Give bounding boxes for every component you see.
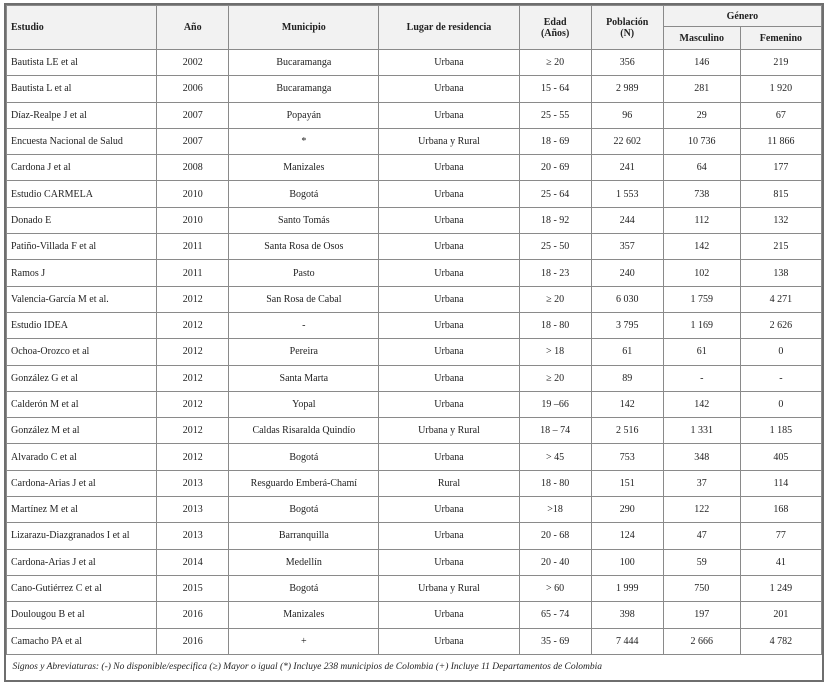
header-anio: Año [157, 6, 229, 50]
cell-edad: > 60 [519, 575, 591, 601]
cell-poblacion: 22 602 [591, 128, 663, 154]
table-row [7, 312, 822, 338]
cell-lugar-residencia: Urbana [379, 181, 519, 207]
cell-masculino: 146 [663, 50, 740, 76]
cell-anio: 2012 [157, 339, 229, 365]
cell-municipio: Santo Tomás [229, 207, 379, 233]
cell-edad: 65 - 74 [519, 602, 591, 628]
cell-masculino: 37 [663, 470, 740, 496]
cell-masculino: 142 [663, 234, 740, 260]
cell-estudio: González G et al [7, 365, 157, 391]
header-edad [519, 6, 591, 50]
cell-femenino: 2 626 [740, 312, 821, 338]
cell-estudio: Doulougou B et al [7, 602, 157, 628]
cell-masculino: 142 [663, 391, 740, 417]
cell-municipio: - [229, 312, 379, 338]
cell-lugar-residencia: Urbana [379, 234, 519, 260]
table-row [7, 628, 822, 654]
studies-table [6, 5, 822, 680]
cell-poblacion: 151 [591, 470, 663, 496]
cell-municipio: + [229, 628, 379, 654]
cell-lugar-residencia: Urbana [379, 286, 519, 312]
cell-poblacion: 2 989 [591, 76, 663, 102]
cell-anio: 2011 [157, 234, 229, 260]
cell-edad: > 45 [519, 444, 591, 470]
cell-anio: 2016 [157, 602, 229, 628]
cell-masculino: 122 [663, 497, 740, 523]
cell-femenino: 1 920 [740, 76, 821, 102]
cell-estudio: Cardona-Arias J et al [7, 470, 157, 496]
cell-edad: 15 - 64 [519, 76, 591, 102]
cell-femenino: - [740, 365, 821, 391]
cell-estudio: Martínez M et al [7, 497, 157, 523]
cell-anio: 2012 [157, 444, 229, 470]
cell-anio: 2007 [157, 128, 229, 154]
cell-municipio: Bucaramanga [229, 76, 379, 102]
cell-municipio: Bogotá [229, 181, 379, 207]
cell-femenino: 67 [740, 102, 821, 128]
header-row-1 [7, 6, 822, 27]
cell-femenino: 168 [740, 497, 821, 523]
table-row [7, 102, 822, 128]
header-edad-unit: (Años) [540, 27, 570, 39]
cell-femenino: 138 [740, 260, 821, 286]
footnote: Signos y Abreviaturas: (-) No disponible/especifica (≥) Mayor o igual (*) Incluye 238 municipios de Colombia (+) Incluye 11 Departamentos de Colombia [7, 654, 822, 680]
table-row [7, 549, 822, 575]
cell-masculino: 10 736 [663, 128, 740, 154]
cell-femenino: 132 [740, 207, 821, 233]
cell-municipio: Caldas Risaralda Quindío [229, 418, 379, 444]
cell-femenino: 1 185 [740, 418, 821, 444]
cell-poblacion: 1 999 [591, 575, 663, 601]
cell-anio: 2002 [157, 50, 229, 76]
cell-edad: 20 - 40 [519, 549, 591, 575]
header-femenino: Femenino [740, 27, 821, 50]
table-row [7, 602, 822, 628]
cell-edad: 25 - 64 [519, 181, 591, 207]
cell-femenino: 215 [740, 234, 821, 260]
cell-masculino: 738 [663, 181, 740, 207]
cell-edad: ≥ 20 [519, 286, 591, 312]
table-row [7, 391, 822, 417]
cell-poblacion: 290 [591, 497, 663, 523]
cell-edad: 18 - 80 [519, 470, 591, 496]
cell-poblacion: 356 [591, 50, 663, 76]
cell-masculino: 1 759 [663, 286, 740, 312]
cell-anio: 2014 [157, 549, 229, 575]
cell-poblacion: 6 030 [591, 286, 663, 312]
cell-anio: 2013 [157, 497, 229, 523]
cell-municipio: * [229, 128, 379, 154]
cell-femenino: 11 866 [740, 128, 821, 154]
cell-poblacion: 142 [591, 391, 663, 417]
cell-municipio: Santa Marta [229, 365, 379, 391]
cell-estudio: Estudio CARMELA [7, 181, 157, 207]
cell-anio: 2015 [157, 575, 229, 601]
cell-poblacion: 96 [591, 102, 663, 128]
cell-lugar-residencia: Urbana y Rural [379, 418, 519, 444]
table-row [7, 155, 822, 181]
cell-estudio: Alvarado C et al [7, 444, 157, 470]
header-lugar-residencia: Lugar de residencia [379, 6, 519, 50]
cell-edad: >18 [519, 497, 591, 523]
table-row [7, 76, 822, 102]
cell-lugar-residencia: Urbana [379, 207, 519, 233]
cell-lugar-residencia: Urbana [379, 628, 519, 654]
cell-femenino: 405 [740, 444, 821, 470]
cell-municipio: Pereira [229, 339, 379, 365]
cell-estudio: González M et al [7, 418, 157, 444]
cell-poblacion: 2 516 [591, 418, 663, 444]
cell-estudio: Ramos J [7, 260, 157, 286]
cell-lugar-residencia: Urbana [379, 602, 519, 628]
cell-municipio: Bucaramanga [229, 50, 379, 76]
cell-municipio: Bogotá [229, 497, 379, 523]
cell-masculino: 1 331 [663, 418, 740, 444]
cell-masculino: 59 [663, 549, 740, 575]
cell-edad: 25 - 55 [519, 102, 591, 128]
cell-poblacion: 1 553 [591, 181, 663, 207]
cell-estudio: Patiño-Villada F et al [7, 234, 157, 260]
cell-masculino: 64 [663, 155, 740, 181]
cell-estudio: Estudio IDEA [7, 312, 157, 338]
header-poblacion-label: Población [606, 16, 649, 28]
cell-poblacion: 244 [591, 207, 663, 233]
cell-anio: 2012 [157, 391, 229, 417]
cell-lugar-residencia: Urbana y Rural [379, 128, 519, 154]
cell-lugar-residencia: Urbana [379, 312, 519, 338]
table-row [7, 339, 822, 365]
table-row [7, 418, 822, 444]
cell-poblacion: 753 [591, 444, 663, 470]
cell-femenino: 815 [740, 181, 821, 207]
cell-estudio: Cardona J et al [7, 155, 157, 181]
cell-estudio: Díaz-Realpe J et al [7, 102, 157, 128]
cell-municipio: Bogotá [229, 444, 379, 470]
cell-anio: 2012 [157, 365, 229, 391]
cell-municipio: Manizales [229, 155, 379, 181]
table-row [7, 234, 822, 260]
cell-municipio: Popayán [229, 102, 379, 128]
cell-lugar-residencia: Urbana [379, 102, 519, 128]
cell-estudio: Valencia-García M et al. [7, 286, 157, 312]
cell-lugar-residencia: Urbana [379, 76, 519, 102]
cell-lugar-residencia: Urbana [379, 523, 519, 549]
cell-femenino: 219 [740, 50, 821, 76]
cell-edad: 20 - 69 [519, 155, 591, 181]
cell-lugar-residencia: Rural [379, 470, 519, 496]
cell-lugar-residencia: Urbana y Rural [379, 575, 519, 601]
table-row [7, 365, 822, 391]
cell-femenino: 114 [740, 470, 821, 496]
cell-femenino: 0 [740, 339, 821, 365]
cell-lugar-residencia: Urbana [379, 155, 519, 181]
cell-lugar-residencia: Urbana [379, 339, 519, 365]
cell-femenino: 0 [740, 391, 821, 417]
cell-anio: 2013 [157, 470, 229, 496]
table-row [7, 50, 822, 76]
cell-anio: 2013 [157, 523, 229, 549]
table-row [7, 260, 822, 286]
cell-poblacion: 124 [591, 523, 663, 549]
cell-masculino: - [663, 365, 740, 391]
cell-anio: 2010 [157, 207, 229, 233]
cell-municipio: San Rosa de Cabal [229, 286, 379, 312]
cell-masculino: 197 [663, 602, 740, 628]
cell-edad: 20 - 68 [519, 523, 591, 549]
cell-poblacion: 240 [591, 260, 663, 286]
cell-femenino: 4 271 [740, 286, 821, 312]
cell-edad: 18 – 74 [519, 418, 591, 444]
cell-estudio: Camacho PA et al [7, 628, 157, 654]
cell-femenino: 1 249 [740, 575, 821, 601]
cell-lugar-residencia: Urbana [379, 50, 519, 76]
cell-anio: 2006 [157, 76, 229, 102]
table-body [7, 50, 822, 655]
table-row [7, 286, 822, 312]
cell-poblacion: 398 [591, 602, 663, 628]
table-row [7, 128, 822, 154]
cell-municipio: Barranquilla [229, 523, 379, 549]
header-municipio: Municipio [229, 6, 379, 50]
cell-estudio: Donado E [7, 207, 157, 233]
cell-anio: 2008 [157, 155, 229, 181]
cell-femenino: 77 [740, 523, 821, 549]
cell-estudio: Lizarazu-Diazgranados I et al [7, 523, 157, 549]
cell-anio: 2010 [157, 181, 229, 207]
table-row [7, 470, 822, 496]
cell-poblacion: 7 444 [591, 628, 663, 654]
cell-estudio: Bautista LE et al [7, 50, 157, 76]
cell-poblacion: 3 795 [591, 312, 663, 338]
cell-edad: > 18 [519, 339, 591, 365]
cell-femenino: 4 782 [740, 628, 821, 654]
cell-femenino: 177 [740, 155, 821, 181]
cell-anio: 2007 [157, 102, 229, 128]
cell-estudio: Cardona-Arias J et al [7, 549, 157, 575]
cell-masculino: 47 [663, 523, 740, 549]
cell-femenino: 41 [740, 549, 821, 575]
cell-edad: 18 - 23 [519, 260, 591, 286]
table-row [7, 181, 822, 207]
header-edad-label: Edad [543, 16, 567, 28]
studies-table-frame [4, 3, 824, 682]
cell-edad: 18 - 69 [519, 128, 591, 154]
cell-anio: 2016 [157, 628, 229, 654]
cell-lugar-residencia: Urbana [379, 444, 519, 470]
cell-edad: 18 - 80 [519, 312, 591, 338]
cell-masculino: 2 666 [663, 628, 740, 654]
cell-poblacion: 61 [591, 339, 663, 365]
cell-lugar-residencia: Urbana [379, 497, 519, 523]
cell-estudio: Bautista L et al [7, 76, 157, 102]
cell-masculino: 61 [663, 339, 740, 365]
cell-masculino: 281 [663, 76, 740, 102]
cell-estudio: Calderón M et al [7, 391, 157, 417]
cell-municipio: Resguardo Emberá-Chamí [229, 470, 379, 496]
cell-anio: 2011 [157, 260, 229, 286]
cell-municipio: Medellín [229, 549, 379, 575]
cell-poblacion: 357 [591, 234, 663, 260]
header-masculino: Masculino [663, 27, 740, 50]
cell-masculino: 112 [663, 207, 740, 233]
cell-edad: 19 –66 [519, 391, 591, 417]
table-row [7, 207, 822, 233]
cell-masculino: 348 [663, 444, 740, 470]
cell-lugar-residencia: Urbana [379, 391, 519, 417]
cell-poblacion: 89 [591, 365, 663, 391]
cell-estudio: Encuesta Nacional de Salud [7, 128, 157, 154]
cell-municipio: Yopal [229, 391, 379, 417]
cell-lugar-residencia: Urbana [379, 549, 519, 575]
cell-municipio: Manizales [229, 602, 379, 628]
cell-masculino: 1 169 [663, 312, 740, 338]
cell-municipio: Pasto [229, 260, 379, 286]
table-row [7, 444, 822, 470]
cell-anio: 2012 [157, 418, 229, 444]
table-row [7, 523, 822, 549]
footnote-row [7, 654, 822, 680]
cell-municipio: Santa Rosa de Osos [229, 234, 379, 260]
cell-edad: ≥ 20 [519, 365, 591, 391]
table-row [7, 497, 822, 523]
cell-municipio: Bogotá [229, 575, 379, 601]
cell-estudio: Ochoa-Orozco et al [7, 339, 157, 365]
cell-lugar-residencia: Urbana [379, 365, 519, 391]
cell-femenino: 201 [740, 602, 821, 628]
cell-masculino: 750 [663, 575, 740, 601]
cell-poblacion: 241 [591, 155, 663, 181]
header-poblacion-unit: (N) [620, 27, 635, 39]
header-genero: Género [663, 6, 821, 27]
header-poblacion [591, 6, 663, 50]
cell-edad: ≥ 20 [519, 50, 591, 76]
cell-masculino: 29 [663, 102, 740, 128]
cell-edad: 25 - 50 [519, 234, 591, 260]
cell-lugar-residencia: Urbana [379, 260, 519, 286]
cell-poblacion: 100 [591, 549, 663, 575]
cell-edad: 35 - 69 [519, 628, 591, 654]
cell-edad: 18 - 92 [519, 207, 591, 233]
cell-anio: 2012 [157, 312, 229, 338]
table-row [7, 575, 822, 601]
cell-anio: 2012 [157, 286, 229, 312]
cell-estudio: Cano-Gutiérrez C et al [7, 575, 157, 601]
header-estudio: Estudio [7, 6, 157, 50]
cell-masculino: 102 [663, 260, 740, 286]
